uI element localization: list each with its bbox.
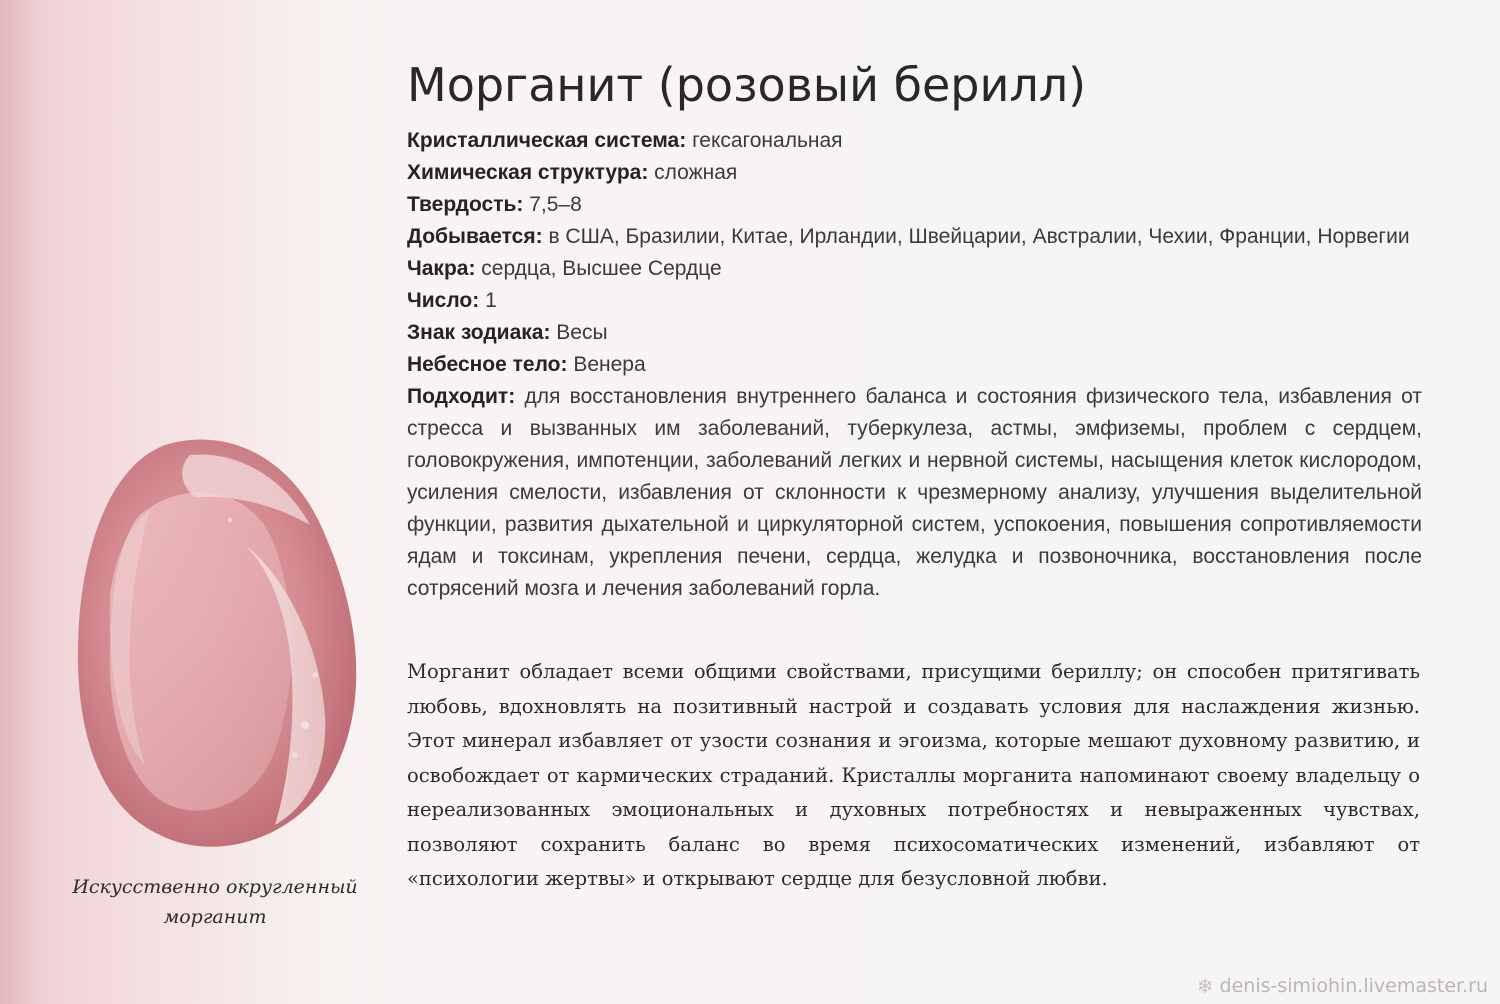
property-key: Химическая структура: [407, 161, 649, 184]
snowflake-icon: ❄ [1196, 974, 1214, 998]
property-chemical-structure [407, 157, 1422, 189]
property-value: сердца, Высшее Сердце [475, 257, 722, 280]
property-value: в США, Бразилии, Китае, Ирландии, Швейцарии, Австралии, Чехии, Франции, Норвегии [542, 225, 1410, 248]
page-edge-shade [0, 0, 40, 1004]
property-key: Чакра: [407, 257, 476, 280]
property-value: для восстановления внутреннего баланса и состояния физического тела, избавления от стресса и вызванных им заболеваний, туберкулеза, астмы, эмфиземы, проблем с сердцем, головокружения, импотенции, заболеваний легких и нервной системы, насыщения клеток кислородом, усиления смелости, избавления от склонности к чрезмерному анализу, улучшения выделительной функции, развития дыхательной и циркуляторной систем, успокоения, повышения сопротивляемости ядам и токсинам, укрепления печени, сердца, желудка и позвоночника, восстановления после сотрясений мозга и лечения заболеваний горла. [407, 385, 1422, 600]
property-key: Добывается: [407, 225, 543, 248]
property-suitable-for [407, 381, 1422, 605]
property-chakra [407, 253, 1422, 285]
property-key: Кристаллическая система: [407, 129, 687, 152]
property-value: 7,5–8 [523, 193, 582, 216]
property-hardness [407, 189, 1422, 221]
property-key: Небесное тело: [407, 353, 568, 376]
property-mined-in [407, 221, 1422, 253]
property-value: Венера [567, 353, 646, 376]
property-value: сложная [648, 161, 738, 184]
property-key: Число: [407, 289, 480, 312]
properties-list [407, 125, 1422, 605]
property-crystal-system [407, 125, 1422, 157]
image-caption [40, 872, 390, 932]
description-paragraph: Морганит обладает всеми общими свойствами, присущими бериллу; он способен притягивать любовь, вдохновлять на позитивный настрой и создавать условия для наслаждения жизнью. Этот минерал избавляет от узости сознания и эгоизма, которые мешают духовному развитию, и освобождает от кармических страданий. Кристаллы морганита напоминают своему владельцу о нереализованных эмоциональных и духовных потребностях и невыраженных чувствах, позволяют сохранить баланс во время психосоматических изменений, избавляют от «психологии жертвы» и открывают сердце для безусловной любви. [407, 660, 1420, 890]
property-key: Подходит: [407, 385, 516, 408]
property-key: Твердость: [407, 193, 524, 216]
watermark [1197, 974, 1488, 998]
caption-line-2: морганит [163, 906, 267, 928]
property-value: 1 [479, 289, 497, 312]
caption-line-1: Искусственно округленный [72, 876, 358, 898]
property-celestial-body [407, 349, 1422, 381]
property-number [407, 285, 1422, 317]
property-key: Знак зодиака: [407, 321, 551, 344]
property-zodiac [407, 317, 1422, 349]
property-value: гексагональная [686, 129, 843, 152]
page-title: Морганит (розовый берилл) [407, 58, 1087, 112]
morganite-stone-image [70, 425, 380, 865]
watermark-text: denis-simiohin.livemaster.ru [1219, 975, 1488, 997]
morganite-stone-drawing [70, 425, 380, 865]
property-value: Весы [550, 321, 608, 344]
